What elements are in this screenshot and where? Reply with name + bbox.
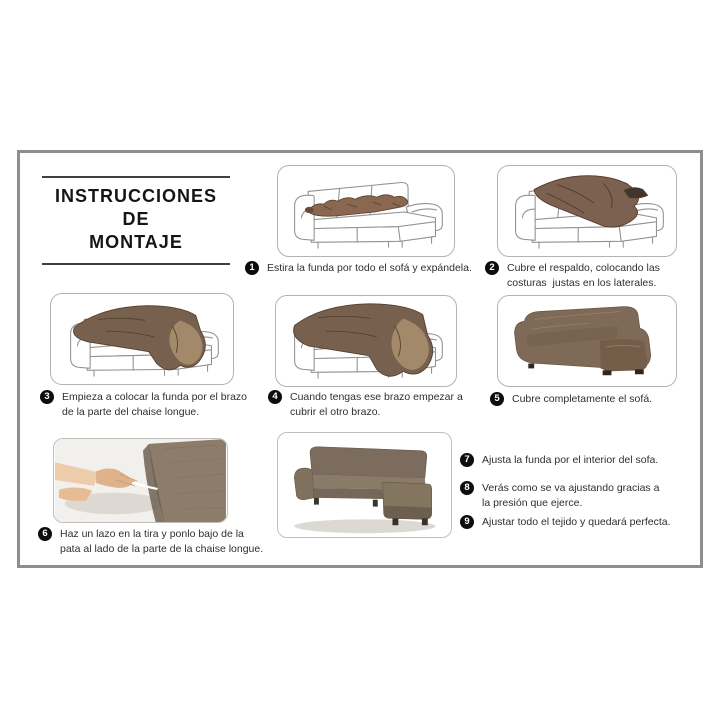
step6-tying-strap-photo [54, 439, 227, 522]
step3-number-badge: 3 [40, 390, 54, 404]
step8-number-badge: 8 [460, 481, 474, 495]
step1-text: Estira la funda por todo el sofá y expándela. [267, 262, 472, 274]
step7-caption [460, 453, 690, 468]
step9-text: Ajustar todo el tejido y quedará perfecta. [482, 516, 671, 528]
title-line-1: INSTRUCCIONES [54, 186, 217, 206]
step3-caption [40, 390, 270, 420]
step1-sofa-illustration [278, 166, 454, 256]
step8-text-line1: Verás como se va ajustando gracias a [482, 482, 660, 494]
step3-text-line1: Empieza a colocar la funda por el brazo [62, 391, 248, 403]
step2-caption [485, 261, 680, 291]
step5-text: Cubre completamente el sofá. [512, 393, 653, 405]
step1-panel [277, 165, 455, 257]
step4-caption [268, 390, 478, 420]
step4-panel [275, 295, 457, 387]
step8-text-line2: la presión que ejerce. [482, 497, 583, 509]
step9-number-badge: 9 [460, 515, 474, 529]
step6-number-badge: 6 [38, 527, 52, 541]
step7-number-badge: 7 [460, 453, 474, 467]
step4-sofa-illustration [276, 296, 456, 386]
step2-number-badge: 2 [485, 261, 499, 275]
step5-caption [490, 392, 680, 407]
title-line-3: MONTAJE [89, 232, 183, 252]
sheet-title [42, 176, 230, 265]
covered-sofa-result-photo [278, 433, 451, 537]
step1-caption [245, 261, 472, 276]
title-line-2: DE [122, 209, 150, 229]
step2-text-line1: Cubre el respaldo, colocando las [507, 262, 660, 274]
step6-text-line2: pata al lado de la parte de la chaise longue. [60, 543, 264, 555]
step4-text-line1: Cuando tengas ese brazo empezar a [290, 391, 463, 403]
step7-text: Ajusta la funda por el interior del sofa. [482, 454, 659, 466]
step2-text-line2: costuras justas en los laterales. [507, 277, 657, 289]
step6-caption [38, 527, 288, 557]
step4-text-line2: cubrir el otro brazo. [290, 406, 381, 418]
step1-number-badge: 1 [245, 261, 259, 275]
step3-sofa-illustration [51, 294, 233, 384]
step3-panel [50, 293, 234, 385]
step6-text-line1: Haz un lazo en la tira y ponlo bajo de la [60, 528, 244, 540]
step6-panel [53, 438, 228, 523]
step4-number-badge: 4 [268, 390, 282, 404]
step5-panel [497, 295, 677, 387]
step5-number-badge: 5 [490, 392, 504, 406]
step2-sofa-illustration [498, 166, 676, 256]
step8-caption [460, 481, 680, 511]
step5-covered-sofa-photo [498, 296, 676, 386]
step2-panel [497, 165, 677, 257]
step3-text-line2: de la parte del chaise longue. [62, 406, 200, 418]
covered-sofa-result-panel [277, 432, 452, 538]
step9-caption [460, 515, 690, 530]
